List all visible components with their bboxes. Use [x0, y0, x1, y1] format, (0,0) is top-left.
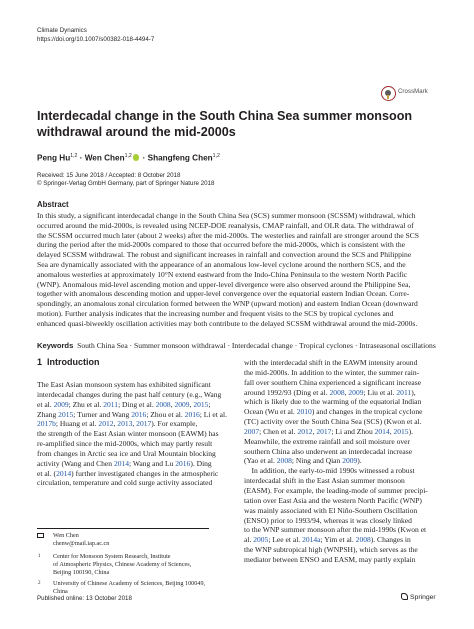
text-line: [37, 390, 227, 400]
citation-link[interactable]: 2017b: [37, 419, 56, 429]
crossmark-label: CrossMark: [398, 89, 428, 95]
text-segment: ;: [208, 399, 211, 409]
affiliation-1-number: 1: [38, 554, 41, 559]
text-line: [244, 506, 428, 516]
text-segment: ).: [357, 456, 362, 466]
text-segment: around 1992/93 (Ding et al.: [244, 387, 330, 397]
text-line: [244, 466, 428, 476]
section-number: 1: [37, 357, 43, 367]
text-segment: ). For example,: [151, 419, 198, 429]
text-segment: ; Huang et al.: [55, 419, 99, 429]
affiliation-1-line: of Atmospheric Physics, Chinese Academy of Sciences,: [53, 561, 192, 569]
section-title: Introduction: [47, 357, 100, 367]
text-segment: (Yao et al.: [244, 456, 277, 466]
article-dates: [37, 172, 214, 189]
journal-header: [37, 27, 154, 44]
citation-link[interactable]: 2015: [193, 399, 209, 409]
text-line: [244, 496, 428, 506]
text-segment: interdecadal changes during the past half century (e.g., Wang: [37, 389, 222, 399]
text-segment: with the interdecadal shift in the EAWM intensity around: [244, 358, 418, 367]
crossmark-icon: [381, 86, 396, 101]
text-segment: tation over East Asia and the western North Pacific (WNP): [244, 495, 422, 505]
text-segment: fall over southern China experienced a significant increase: [244, 377, 422, 387]
text-segment: mediator between ENSO and EASM, may partly explain: [244, 554, 416, 564]
text-line: [244, 525, 428, 535]
affiliation-2: [37, 580, 205, 596]
text-line: [244, 368, 428, 378]
citation-link[interactable]: 2017: [316, 426, 332, 436]
text-line: [244, 555, 428, 565]
text-segment: In addition, the early-to-mid 1990s witnessed a robust: [244, 466, 415, 476]
springer-horse-icon: [401, 593, 408, 600]
text-segment: southern China also underwent an interdecadal increase: [244, 446, 413, 456]
text-segment: ; Turner and Wang: [73, 409, 132, 419]
citation-link[interactable]: 2014: [113, 458, 130, 468]
author-separator: ·: [77, 153, 85, 163]
citation-link[interactable]: 2016: [131, 409, 147, 419]
text-segment: ) and changes in the tropical cyclone: [311, 407, 423, 417]
author-1-affiliation: 1,2: [70, 153, 78, 159]
text-segment: which is likely due to the warming of the equatorial Indian: [244, 397, 422, 407]
text-segment: ; Zhou et al.: [146, 409, 185, 419]
text-line: [244, 535, 428, 545]
crossmark-badge[interactable]: [381, 86, 441, 102]
corresponding-name: Wen Chen: [53, 532, 79, 539]
text-segment: ; Ding et al.: [118, 399, 156, 409]
author-1-name[interactable]: Peng Hu: [37, 153, 71, 163]
affiliation-1-line: Beijing 100190, China: [53, 569, 110, 577]
text-segment: ; Li and Zhou: [331, 426, 375, 436]
text-segment: ). Changes in: [370, 535, 411, 545]
text-segment: ,: [389, 426, 394, 436]
citation-link[interactable]: 2007: [244, 426, 260, 436]
affiliation-1-line: Center for Monsoon System Research, Institute: [53, 553, 171, 560]
text-line: [244, 486, 428, 496]
text-segment: re-amplified since the mid-2000s, which may partly result: [37, 439, 213, 449]
text-segment: the strength of the East Asian winter monsoon (EAWM) has: [37, 429, 219, 439]
citation-link[interactable]: 2010: [296, 407, 312, 417]
citation-link[interactable]: 2014a: [302, 535, 321, 545]
text-line: [244, 456, 428, 466]
abstract-line: motion). Further analysis indicates that the increasing number and frequent visits to the SCS by tropical cyclones and: [37, 308, 394, 318]
text-segment: activity (Wang and Chen: [37, 458, 114, 468]
abstract-line: In this study, a significant interdecadal change in the South China Sea (SCS) summer monsoon (SCSSM) withdrawal, which: [37, 211, 416, 220]
footnote-rule: [37, 528, 209, 529]
text-line: [37, 380, 227, 390]
text-line: [37, 459, 227, 469]
citation-link[interactable]: 2008: [329, 387, 345, 397]
text-segment: (TC) activity over the South China Sea (SCS) (Kwon et al.: [244, 417, 422, 427]
abstract-line: during the period after the mid-2000s compared to those that occurred before the mid-2000s, which is consistent with the: [37, 240, 405, 250]
text-segment: ; Li et al.: [199, 409, 228, 419]
citation-link[interactable]: 2009: [53, 399, 69, 409]
text-line: [244, 378, 428, 388]
author-separator: ·: [140, 153, 148, 163]
publisher-name: Springer: [410, 594, 436, 601]
corresponding-author: [37, 532, 109, 548]
text-segment: from changes in Arctic sea ice and Ural Mountain blocking: [37, 448, 216, 458]
text-segment: Meanwhile, the extreme rainfall and soil moisture over: [244, 436, 410, 446]
journal-doi[interactable]: https://doi.org/10.1007/s00382-018-4494-7: [37, 35, 155, 43]
text-line: [244, 407, 428, 417]
text-segment: ; Lee et al.: [268, 535, 303, 545]
text-segment: the mid-2000s. In addition to the winter, the summer rain-: [244, 367, 420, 377]
text-line: [37, 469, 227, 479]
author-3-affiliation: 1,2: [212, 153, 220, 159]
abstract-line: spondingly, an anomalous zonal circulation formed between the WNP (upward motion) and eastern Indian Ocean (downward: [37, 299, 418, 309]
text-line: [37, 449, 227, 459]
affiliation-2-number: 2: [38, 581, 41, 586]
abstract-line: enhanced quasi-biweekly oscillation activities may both contribute to the delayed SCSSM withdrawal around the mid-2000s.: [37, 318, 418, 328]
abstract-line: Sea are dynamically associated with the appearance of an anomalous low-level cyclone around the northern SCS, and the: [37, 259, 406, 269]
citation-link[interactable]: 2005: [253, 535, 269, 545]
text-segment: circulation, temperature and cold surge activity associated: [37, 478, 213, 488]
corresponding-email[interactable]: chenw@mail.iap.ac.cn: [53, 540, 110, 548]
text-segment: al.: [244, 535, 254, 545]
text-line: [244, 358, 428, 368]
text-line: [244, 417, 428, 427]
citation-link[interactable]: 2011: [396, 387, 412, 397]
publisher-logo: [401, 593, 436, 601]
received-accepted: Received: 15 June 2018 / Accepted: 8 October 2018: [37, 172, 181, 179]
right-column-text: [244, 358, 428, 565]
left-column-text: [37, 380, 227, 488]
citation-link[interactable]: 2008: [155, 399, 171, 409]
abstract-line: delayed SCSSM withdrawal. The robust and significant increases in rainfall and convection around the SCS and Philippine: [37, 250, 412, 260]
citation-link[interactable]: 2008: [276, 456, 292, 466]
abstract-line: anomalous westerlies at approximately 10°N extend eastward from the Indo-China Peninsula to the western North Pacific: [37, 269, 408, 279]
author-list: [37, 151, 220, 164]
citation-link[interactable]: 2008: [355, 535, 371, 545]
text-segment: Ocean (Wu et al.: [244, 407, 297, 417]
citation-link[interactable]: 2009: [174, 399, 190, 409]
citation-link[interactable]: 2017: [136, 419, 152, 429]
abstract-body: [37, 211, 419, 329]
text-segment: ; Liu et al.: [363, 387, 397, 397]
citation-link[interactable]: 2014: [374, 426, 390, 436]
text-segment: ; Wang and Lu: [129, 458, 176, 468]
section-heading: [37, 357, 100, 367]
citation-link[interactable]: 2009: [348, 387, 364, 397]
text-line: [37, 410, 227, 420]
citation-link[interactable]: 2014: [56, 468, 72, 478]
abstract-heading: Abstract: [37, 200, 69, 209]
text-line: [244, 476, 428, 486]
text-segment: et al. (: [37, 468, 57, 478]
text-line: [244, 397, 428, 407]
text-segment: ,: [344, 387, 349, 397]
text-line: [37, 400, 227, 410]
text-segment: ),: [411, 387, 416, 397]
text-segment: (EASM). For example, the leading-mode of summer precipi-: [244, 485, 428, 495]
citation-link[interactable]: 2015: [393, 426, 409, 436]
text-segment: was mainly associated with El Niño-Southern Oscillation: [244, 505, 418, 515]
text-segment: ) further investigated changes in the atmospheric: [71, 468, 219, 478]
text-segment: (ENSO) prior to 1993/94, whereas it was closely linked: [244, 515, 412, 525]
journal-name: Climate Dynamics: [37, 27, 87, 34]
keywords-label: Keywords: [37, 341, 74, 350]
affiliation-2-line: University of Chinese Academy of Sciences, Beijing 100049,: [53, 580, 206, 587]
text-segment: ). Ding: [190, 458, 212, 468]
copyright: © Springer-Verlag GmbH Germany, part of Springer Nature 2018: [37, 180, 215, 188]
orcid-icon[interactable]: [133, 154, 140, 161]
text-segment: ,: [189, 399, 194, 409]
text-segment: ,: [113, 419, 118, 429]
author-3-name[interactable]: Shangfeng Chen: [147, 153, 213, 163]
text-line: [244, 437, 428, 447]
citation-link[interactable]: 2009: [342, 456, 358, 466]
abstract-line: the SCSSM occurred much later (about 2 weeks) after the mid-2000s. The westerlies and rainfall are stronger around the SCS: [37, 230, 419, 240]
text-segment: ; Chen et al.: [259, 426, 298, 436]
citation-link[interactable]: 2015: [58, 409, 74, 419]
text-segment: et al.: [37, 399, 54, 409]
text-segment: interdecadal shift in the East Asian summer monsoon: [244, 476, 405, 486]
keywords: [37, 341, 437, 351]
text-line: [244, 388, 428, 398]
text-segment: ; Zhu et al.: [68, 399, 104, 409]
text-segment: The East Asian monsoon system has exhibited significant: [37, 380, 211, 389]
citation-link[interactable]: 2016: [184, 409, 200, 419]
keywords-text: South China Sea · Summer monsoon withdrawal · Interdecadal change · Tropical cyclones · Intraseasonal oscillations: [77, 341, 436, 350]
text-segment: to the WNP summer monsoon after the mid-1990s (Kwon et: [244, 525, 427, 535]
author-2-affiliation: 1,2: [124, 153, 132, 159]
text-segment: Zhang: [37, 409, 59, 419]
text-line: [37, 429, 227, 439]
text-line: [37, 419, 227, 429]
text-segment: the WNP subtropical high (WNPSH), which serves as the: [244, 545, 418, 555]
text-line: [37, 478, 227, 488]
author-2-name[interactable]: Wen Chen: [84, 153, 125, 163]
text-segment: ,: [132, 419, 137, 429]
envelope-icon: [37, 533, 44, 538]
citation-link[interactable]: 2011: [103, 399, 119, 409]
text-segment: ).: [408, 426, 413, 436]
text-segment: ,: [170, 399, 175, 409]
text-line: [244, 516, 428, 526]
citation-link[interactable]: 2013: [117, 419, 133, 429]
text-line: [244, 545, 428, 555]
text-segment: ,: [312, 426, 317, 436]
text-line: [37, 439, 227, 449]
affiliation-2-line: China: [53, 588, 68, 596]
citation-link[interactable]: 2012: [98, 419, 114, 429]
abstract-line: together with anomalous descending motion and upper-level convergence over the equatorial eastern Indian Ocean. Corre-: [37, 289, 410, 299]
paper-title: Interdecadal change in the South China Sea summer monsoon withdrawal around the mid-2000s: [37, 109, 413, 139]
citation-link[interactable]: 2016: [175, 458, 191, 468]
citation-link[interactable]: 2012: [297, 426, 313, 436]
text-segment: ; Ning and Qian: [291, 456, 343, 466]
text-line: [244, 447, 428, 457]
abstract-line: (WNP). Anomalous mid-level ascending motion and upper-level divergence were also observed around the Philippine Sea,: [37, 279, 411, 289]
abstract-line: occurred around the mid-2000s, is revealed using NCEP-DOE reanalysis, CMAP rainfall, and OLR data. The withdrawal of: [37, 220, 414, 230]
text-line: [244, 427, 428, 437]
text-segment: ; Yim et al.: [320, 535, 356, 545]
published-online: Published online: 13 October 2018: [37, 595, 132, 602]
affiliation-1: [37, 553, 191, 578]
